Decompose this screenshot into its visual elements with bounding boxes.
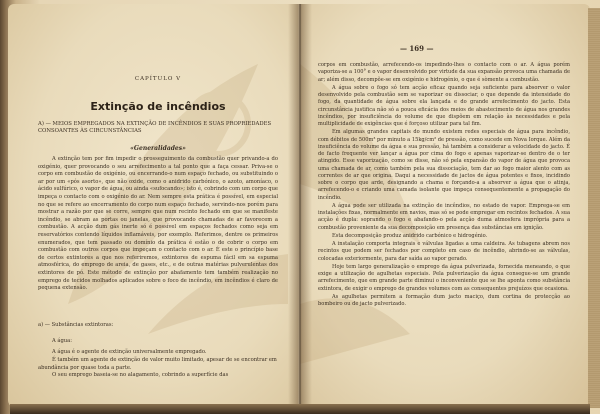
book-bottom-edge [10, 404, 590, 414]
paragraph: A extinção tem por fim impedir o prosseguimento da combustão quer privando-a do oxigénio, quer provocando o seu arrefecimento a tal ponto que a faça cessar. Priva-se o corpo em combustão de oxigénio, ou encerrando-o num espaço fechado, ou substituindo o ar por um «pós asorto», que não oxide, como o anidrido carbónico, o azoto, amoníaco, o ácido sulfúrico, o vapor de água, ou ainda «sufocando»; isto é, cobrindo com um corpo que impeça o contacto com o oxigénio do ar. Nem sempre esta prática é possível, em especial no que se refere ao encerramento do corpo num espaço fechado, servindo-nos porém para mostrar a razão por que se corre, sempre que num recinto fechado em que se manifeste incêndio, se abram as portas ou janelas, que provocando chamadas de ar favorecem a combustão. A acção dum gás inerte só é possível em espaços fechados como seja em reservatórios contendo líquidos inflamáveis, por exemplo. Referimos, dentre os primeiros enumerados, que tem passado ou domínio da prática é estão o de cobrir o corpo em combustão com outros corpos que impeçam o contacto com o ar. É este o princípio base de certos extintores a que nos referiremos, extintores de espuma fácil em sa espuma atmosférica, do emprego de areia, de gases, etc., e de outras matérias pulverulentas dos extintores de pó. Este método de extinção por abafamento tem também realização no emprego de tecidos molhados aplicados sobre o foco de incêndio, em incêndios é claro de pequena extensão. [38, 156, 278, 292]
sub-section-label: a) — Substâncias extintoras: [38, 322, 114, 328]
sub-line: A água: [52, 338, 72, 344]
sub-line: O seu emprego baseia-se no alagamento, cobrindo a superfície das [52, 372, 229, 378]
page-number: — 169 — [400, 44, 434, 53]
chapter-title: Extinção de incêndios [90, 100, 226, 113]
right-body [318, 62, 570, 309]
page-edges [588, 8, 600, 408]
paragraph: corpos em combustão, arrefecendo-os impedindo-lhes o contacto com o ar. A água porém vaporiza-se a 100° e o vapor desenvolvido por virtude da sua expansão provoca uma chamada de ar; além disso, decompõe-se em oxigénio e hidrogénio, o que é sòmente a combustão. [318, 62, 570, 83]
paragraph: Em algumas grandes capitais do mundo existem redes especiais de água para incêndio, com débitos de 500m³ por minuto a 15kg/cm² de pressão, como sucede em Nova Iorque. Além da insuficiência do volume da água e sua pressão, há também a considerar a velocidade do jacto. É de facto frequente ver lançar a água por cima do fogo e apenas vaporizar-se dentro de o ter atingido. Esse vaporização, como se disse, não só pela expansão do vapor de água que provoca uma chamada de ar, como também pela sua dissociação, tem dar ao fogo maior alento com as correntes de ar que origina. Daqui a necessidade de jactos de água potentes e fixos, incidindo sobre o corpo que arde, designando a chama e forçando-a a absorver a água que o atinja, arrefecendo-o e criando uma camada isolante que impeça consequentemente a propagação do incêndio. [318, 129, 570, 201]
left-page [8, 4, 298, 408]
sub-line: A água é o agente de extinção universalmente empregado. [52, 349, 207, 355]
subheading: «Generalidades» [130, 145, 186, 152]
paragraph: Esta decomposição produz anidrido carbónico e hidrogénio. [332, 232, 488, 239]
book-gutter [288, 4, 312, 408]
paragraph: Hoje tem largo generalização o emprego da água pulverizada, fornecida meneando, o que exige a utilização de agulhetas especiais. Pela pulverização da água consegue-se um grande arrefecimento, que em grande parte diminui o inconveniente que se lhe aponta como substância extintora, de exigir o emprego de grandes volumes com as consequentes prejuízos que ocasiona. [318, 263, 570, 292]
section-heading: A) — MEIOS EMPREGADOS NA EXTINÇÃO DE INCÊNDIOS E SUAS PROPRIEDADES CONSOANTES ÀS CIRCUNSTÂNCIAS [38, 121, 272, 135]
paragraph: A água sobre o fogo só tem acção eficaz quando seja suficiente para absorver o valor desenvolvido pela combustão sem se vaporizar ou dissociar, o que depende da intensidade do fogo, da quantidade de água sobre ela lançada e do grande arrefecimento do jacto. Esta circunstância justifica não só a pouca eficácia dos meios de abastecimento de água nos grandes incêndios, por insuficiência do volume de que dispõem em relação às necessidades e pela multiplicidade de exigências que é forçoso utilizar para tal fim. [318, 84, 570, 127]
right-page [300, 4, 590, 408]
left-body [38, 156, 278, 294]
paragraph: A água pode ser utilizada na extinção de incêndios, no estado de vapor. Emprega-se em instalações fixas, normalmente em navios, mas só se pode empregar em recintos fechados. A sua acção é dupla: soprando o fogo e abafando-o pela acção duma atmosfera imprópria para a combustão proveniente da sua decomposição em presença das substâncias em ignição. [318, 202, 570, 231]
paragraph: A instalação comporta integrais e válvulas ligadas a uma caldeira. As tubagens abrem nos recintos que podem ser fechados por completo em caso de incêndio, abrindo-se as válvulas, colocadas exteriormente, para dar saída ao vapor gerado. [318, 241, 570, 262]
chapter-label: CAPÍTULO V [134, 76, 182, 82]
sub-line: É também um agente de extinção de valor muito limitado, apesar de se encontrar em abundância por quase toda a parte. [38, 357, 277, 371]
paragraph: As agulhetas permitem a formação dum jacto maciço, dum cortina de protecção ao bombeiro ou de jacto pulverizado. [318, 293, 570, 307]
